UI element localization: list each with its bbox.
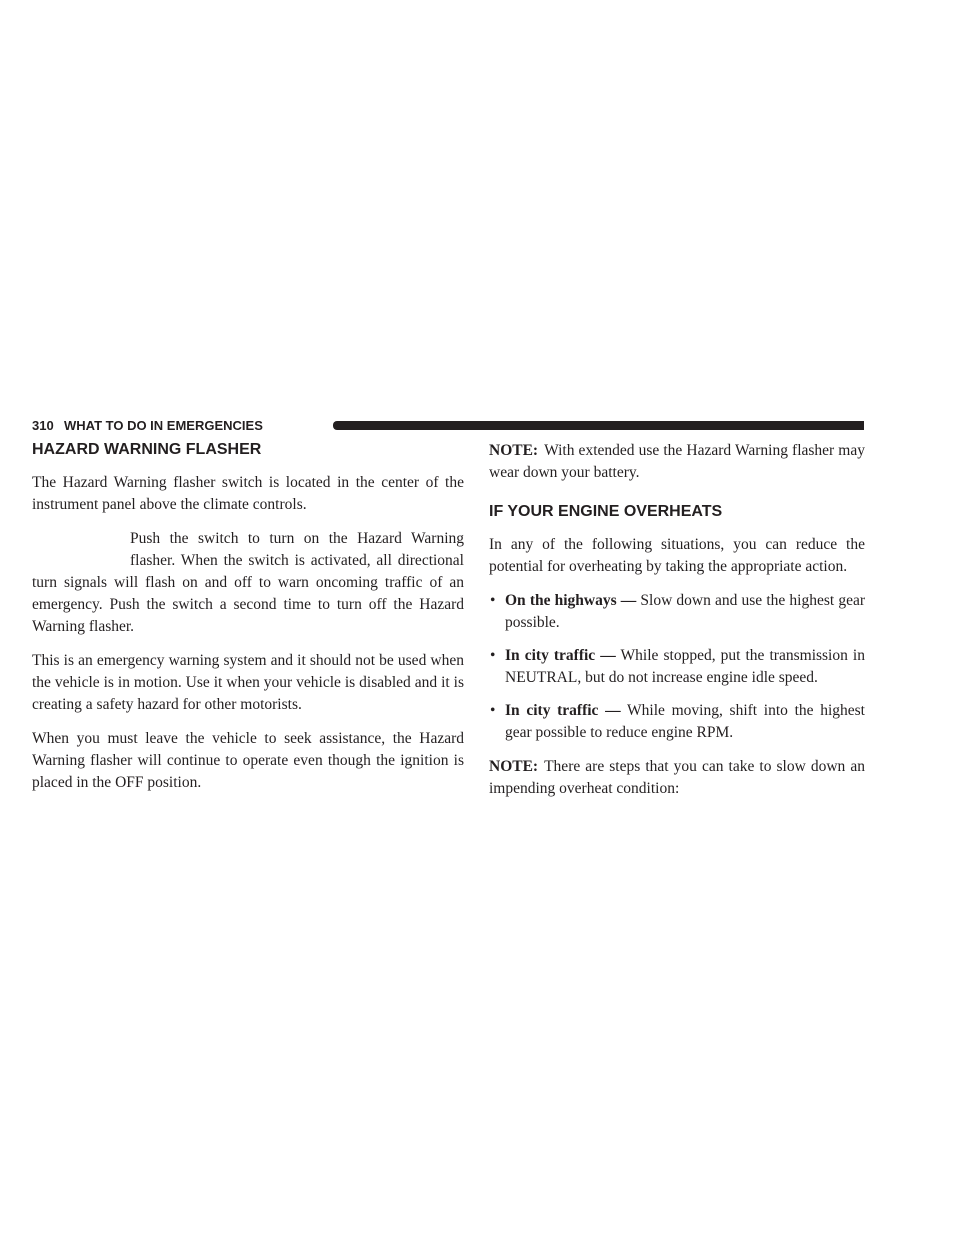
hazard-off-paragraph: When you must leave the vehicle to seek assistance, the Hazard Warning flasher will continue to operate even though the ignition is placed in the OFF position. xyxy=(32,730,464,791)
page-number: 310 xyxy=(32,418,54,433)
hazard-switch-paragraph: Push the switch to turn on the Hazard Warning flasher. When the switch is activated, all directional turn signals will flash on and off to warn oncoming traffic of an emergency. Push the switch a second time to turn off the Hazard Warning flasher. xyxy=(32,530,464,635)
list-item-lead: In city traffic — xyxy=(505,702,621,719)
bullet-icon: • xyxy=(490,647,496,664)
list-item-text: Slow down and use the highest gear possible. xyxy=(505,592,865,631)
hazard-warning-heading: HAZARD WARNING FLASHER xyxy=(32,441,262,458)
bullet-icon: • xyxy=(490,702,496,719)
note-text: There are steps that you can take to slow down an impending overheat condition: xyxy=(489,758,865,797)
battery-note xyxy=(489,440,865,484)
list-item-lead: In city traffic — xyxy=(505,647,616,664)
list-item-text: While moving, shift into the highest gear possible to reduce engine RPM. xyxy=(505,702,865,741)
list-item xyxy=(489,590,865,634)
page-header xyxy=(32,419,864,433)
note-label: NOTE: xyxy=(489,758,539,775)
overheat-heading: IF YOUR ENGINE OVERHEATS xyxy=(489,503,723,520)
note-text: With extended use the Hazard Warning flasher may wear down your battery. xyxy=(489,442,865,481)
hazard-switch-block xyxy=(32,528,464,638)
note-label: NOTE: xyxy=(489,442,539,459)
list-item xyxy=(489,700,865,744)
list-item-lead: On the highways — xyxy=(505,592,637,609)
hazard-switch-icon-area xyxy=(32,528,130,572)
overheat-list xyxy=(489,590,865,744)
header-rule xyxy=(333,421,864,430)
list-item xyxy=(489,645,865,689)
right-column xyxy=(489,440,865,812)
left-column xyxy=(32,440,464,806)
section-title: WHAT TO DO IN EMERGENCIES xyxy=(64,418,263,433)
hazard-usage-paragraph: This is an emergency warning system and it should not be used when the vehicle is in motion. Use it when your vehicle is disabled and it is creating a safety hazard for other motorists. xyxy=(32,652,464,713)
overheat-note xyxy=(489,756,865,800)
overheat-intro: In any of the following situations, you can reduce the potential for overheating by taking the appropriate action. xyxy=(489,536,865,575)
hazard-location-paragraph: The Hazard Warning flasher switch is located in the center of the instrument panel above the climate controls. xyxy=(32,474,464,513)
list-item-text: While stopped, put the transmission in NEUTRAL, but do not increase engine idle speed. xyxy=(505,647,865,686)
bullet-icon: • xyxy=(490,592,496,609)
